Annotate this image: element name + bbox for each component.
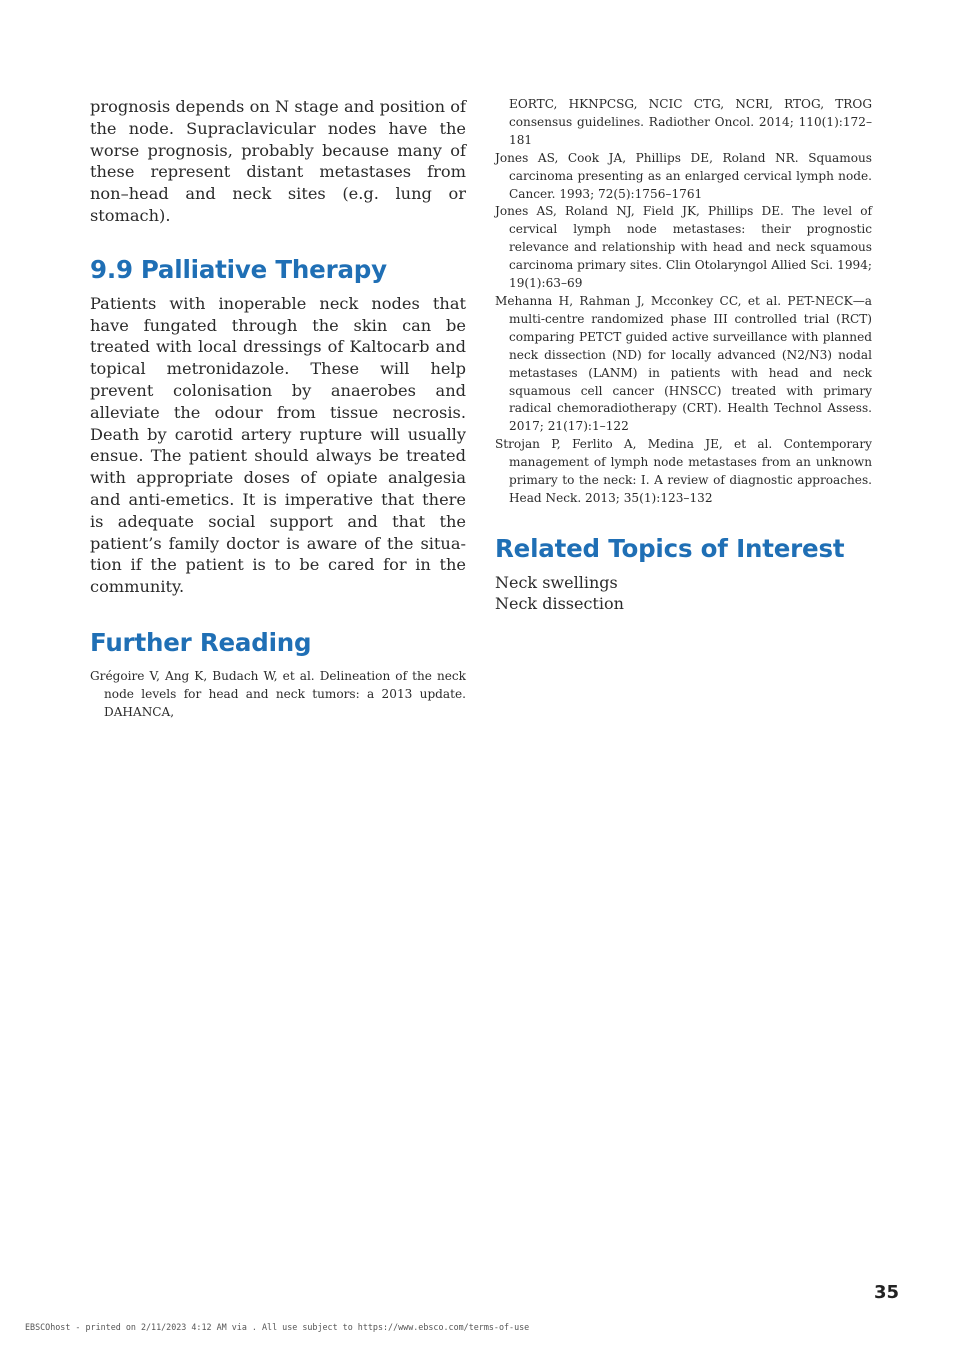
further-reading-heading: Further Reading: [90, 627, 312, 657]
reference-item: Strojan P, Ferlito A, Medina JE, et al. Contemporary management of lymph node metastases from an unknown primary to the neck: I. A review of diagnostic approaches. Head Neck. 2013; 35(1):123–132: [495, 437, 872, 505]
page-number: 35: [873, 1282, 899, 1303]
reference-item: Jones AS, Cook JA, Phillips DE, Roland NR. Squamous carcinoma presenting as an enlarged cervical lymph node. Cancer. 1993; 72(5):1756–1761: [495, 150, 872, 201]
reference-item: Mehanna H, Rahman J, Mcconkey CC, et al. PET-NECK—a multi-centre randomized phase III controlled trial (RCT) comparing PETCT guided active surveillance with planned neck dissection (ND) for locally advanced (N2/N3) nodal metastases (LANM) in patients with head and neck squamous cell cancer (HNSCC) treated with primary radical chemoradiotherapy (CRT). Health Technol Assess. 2017; 21(17):1–122: [495, 293, 872, 434]
reference-continuation: EORTC, HKNPCSG, NCIC CTG, NCRI, RTOG, TROG consensus guidelines. Radiother Oncol. 2014; 110(1):172–181: [509, 97, 872, 147]
left-column: [90, 96, 466, 722]
related-topic-item: Neck swellings: [495, 572, 618, 592]
section-heading-palliative: [90, 255, 466, 285]
intro-paragraph: prognosis depends on N stage and position of the node. Supraclavicular nodes have the worse prognosis, probably because many of these represent distant metastases from non–head and neck sites (e.g. lung or stomach).: [90, 97, 466, 225]
right-column: [495, 96, 872, 614]
reference-item: Grégoire V, Ang K, Budach W, et al. Delineation of the neck node levels for head and neck tumors: a 2013 update. DAHANCA,: [90, 668, 466, 719]
palliative-paragraph: Patients with inoperable neck nodes that have fungated through the skin can be treated with local dressings of Kaltocarb and topical metronidazole. These will help prevent colonisation by anaerobes and alleviate the odour from tissue necrosis. Death by carotid artery rupture will usually ensue. The patient should always be treated with appropriate doses of opiate analgesia and anti-emetics. It is imperative that there is adequate social support and that the patient’s family doctor is aware of the situation if the patient is to be cared for in the community.: [90, 293, 466, 597]
reference-item: Jones AS, Roland NJ, Field JK, Phillips DE. The level of cervical lymph node metastases: their prognostic relevance and relationship with head and neck squamous carcinoma primary sites. Clin Otolaryngol Allied Sci. 1994; 19(1):63–69: [495, 204, 872, 291]
footer-note: EBSCOhost - printed on 2/11/2023 4:12 AM via . All use subject to https://www.ebsco.com/terms-of-use: [25, 1322, 530, 1332]
section-title: Palliative Therapy: [140, 254, 387, 284]
related-topics-heading: Related Topics of Interest: [495, 533, 845, 563]
related-topics-list: [495, 572, 872, 614]
section-number: 9.9: [90, 254, 133, 284]
related-topic-item: Neck dissection: [495, 593, 624, 613]
reference-list: [495, 150, 872, 508]
